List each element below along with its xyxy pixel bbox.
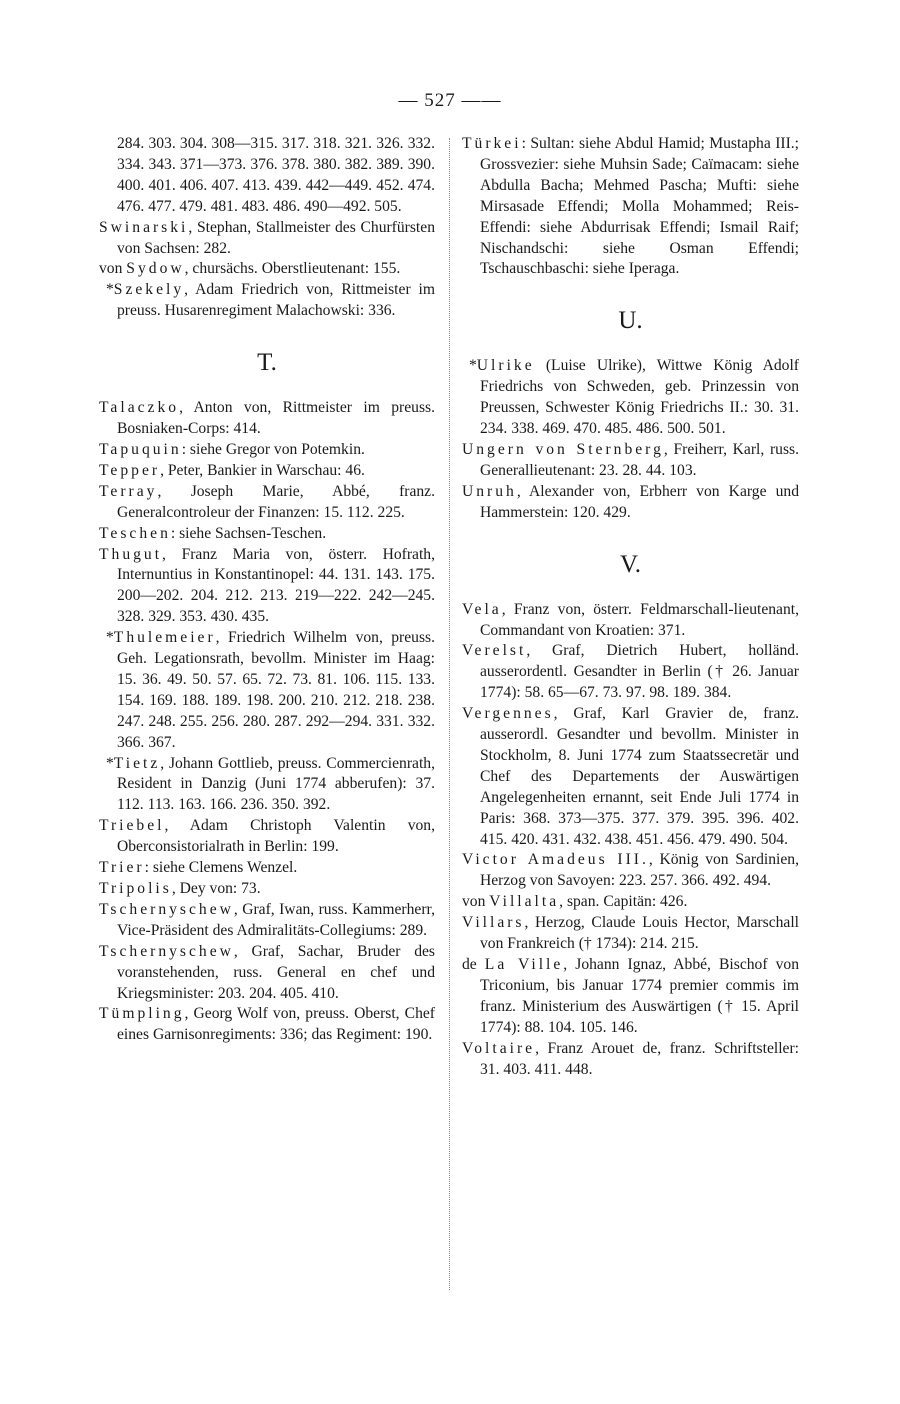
entry-text: , Adam Friedrich von, Rittmeister im preuss. Husarenregiment Malachowski: 336. xyxy=(117,281,435,320)
entry-text: , König von Sardinien, Herzog von Savoyen: 223. 257. 366. 492. 494. xyxy=(480,851,799,890)
index-entry xyxy=(462,913,799,955)
entry-text: : siehe Gregor von Potemkin. xyxy=(181,440,365,458)
entry-prefix: von xyxy=(462,893,490,911)
entry-text: : Sultan: siehe Abdul Hamid; Mustapha III.; Grossvezier: siehe Muhsin Sade; Caïmacam: siehe Abdulla Bacha; Mehmed Pascha; Mufti: siehe Mirsasade Effendi; Molla Mohammed; Reis-Effendi: siehe Abdurrisak Effendi; Ismail Raif; Nischandschi: siehe Osman Effendi; Tschauschbaschi: siehe Iperaga. xyxy=(480,135,799,278)
page-number: — 527 —— xyxy=(398,90,502,111)
entry-headword: Ulrike xyxy=(476,357,535,375)
entry-text: , Dey von: 73. xyxy=(171,880,261,897)
entry-text: , Freiherr, Karl, russ. Generallieutenant: 23. 28. 44. 103. xyxy=(480,440,799,479)
entry-headword: Vela xyxy=(462,600,502,618)
index-entry xyxy=(99,440,435,461)
index-entry xyxy=(99,545,435,629)
entry-headword: Villars xyxy=(462,914,525,932)
entry-headword: La Ville xyxy=(484,956,564,973)
entry-headword: Terray xyxy=(99,482,158,500)
entry-prefix: de xyxy=(462,956,485,973)
entry-headword: Szekely xyxy=(113,281,185,299)
entry-headword: Türkei xyxy=(462,135,522,152)
right-column xyxy=(462,134,799,1080)
index-entry xyxy=(99,879,435,900)
entry-text: , Peter, Bankier in Warschau: 46. xyxy=(160,461,365,479)
index-entry xyxy=(462,850,799,892)
index-entry xyxy=(99,134,435,218)
entry-headword: Unruh xyxy=(462,482,517,500)
entry-headword: Sydow xyxy=(126,260,185,278)
entry-text: , Johann Gottlieb, preuss. Commercienrath, Resident in Danzig (Juni 1774 abberufen): 37. 112. 113. 163. 166. 236. 350. 392. xyxy=(117,754,435,814)
section-heading-u: U. xyxy=(618,307,643,335)
entry-text: , Anton von, Rittmeister im preuss. Bosniaken-Corps: 414. xyxy=(117,399,435,438)
entry-headword: Teschen xyxy=(99,524,171,542)
left-column xyxy=(99,134,435,1046)
entry-headword: Victor Amadeus III. xyxy=(462,851,649,869)
entry-headword: Verelst xyxy=(462,642,527,660)
entry-text: , span. Capitän: 426. xyxy=(559,893,688,911)
entries-v xyxy=(462,600,799,1081)
entry-headword: Tschernyschew xyxy=(99,942,234,960)
entry-headword: Ungern von Sternberg xyxy=(462,440,664,458)
entry-headword: Tietz xyxy=(113,754,161,772)
index-entry xyxy=(99,280,435,322)
entry-headword: Tripolis xyxy=(99,880,172,897)
entry-text: , Alexander von, Erbherr von Karge und Hammerstein: 120. 429. xyxy=(480,482,799,521)
entry-text: , Johann Ignaz, Abbé, Bischof von Triconium, bis Januar 1774 premier commis im franz. Ministerium des Auswärtigen († 15. April 1774): 88. 104. 105. 146. xyxy=(480,956,799,1036)
entry-headword: Voltaire xyxy=(462,1039,536,1057)
index-entry xyxy=(462,892,799,913)
index-entry xyxy=(462,704,799,850)
entry-headword: Triebel xyxy=(99,817,165,835)
index-entry xyxy=(99,754,435,817)
index-entry xyxy=(462,641,799,704)
entry-text: , Stephan, Stallmeister des Churfürsten von Sachsen: 282. xyxy=(117,218,435,257)
entry-headword: Talaczko xyxy=(99,399,180,417)
index-entry xyxy=(462,134,799,280)
index-entry xyxy=(462,600,799,642)
entry-text: , Graf, Iwan, russ. Kammerherr, Vice-Präsident des Admiralitäts-Collegiums: 289. xyxy=(117,900,435,939)
entry-text: , Graf, Karl Gravier de, franz. ausserordl. Gesandter und bevollm. Minister in Stockholm, 8. Juni 1774 zum Staatssecretär und Chef des Departements der Auswärtigen Angelegenheiten ernannt, seit Ende Juli 1774 in Paris: 368. 373—375. 377. 379. 395. 396. 402. 415. 420. 431. 432. 438. 451. 456. 479. 490. 504. xyxy=(480,705,799,848)
entry-headword: Thulemeier xyxy=(113,629,216,647)
entry-text: : siehe Sachsen-Teschen. xyxy=(170,524,327,542)
index-entry xyxy=(462,482,799,524)
entries-before-u xyxy=(462,134,799,280)
entry-headword: Vergennes xyxy=(462,705,554,723)
index-entry xyxy=(462,440,799,482)
column-divider xyxy=(449,138,450,1290)
index-entry xyxy=(462,1039,799,1081)
entry-text: , Graf, Sachar, Bruder des voranstehenden, russ. General en chef und Kriegsminister: 203. 204. 405. 410. xyxy=(117,942,435,1002)
entries-u xyxy=(462,356,799,523)
entry-headword: Tepper xyxy=(99,461,161,479)
entry-text: , Georg Wolf von, preuss. Oberst, Chef eines Garnisonregiments: 336; das Regiment: 190. xyxy=(117,1005,435,1044)
entry-prefix: von xyxy=(99,260,127,278)
index-entry xyxy=(99,816,435,858)
entry-text: , Herzog, Claude Louis Hector, Marschall von Frankreich († 1734): 214. 215. xyxy=(480,914,799,953)
index-entry xyxy=(99,398,435,440)
entry-text: 284. 303. 304. 308—315. 317. 318. 321. 326. 332. 334. 343. 371—373. 376. 378. 380. 382. 389. 390. 400. 401. 406. 407. 413. 439. 442—449. 452. 474. 476. 477. 479. 481. 483. 486. 490—492. 505. xyxy=(117,135,435,215)
entry-text: , Graf, Dietrich Hubert, holländ. ausserordentl. Gesandter in Berlin († 26. Januar 1774): 58. 65—67. 73. 97. 98. 189. 384. xyxy=(480,642,799,702)
entry-asterisk: * xyxy=(106,754,114,772)
index-entry xyxy=(99,628,435,753)
entry-asterisk: * xyxy=(106,281,114,299)
entry-text: , Franz Maria von, österr. Hofrath, Internuntius in Konstantinopel: 44. 131. 143. 175. 200—202. 204. 212. 213. 219—222. 242—245. 328. 329. 353. 430. 435. xyxy=(117,545,435,626)
entry-asterisk: * xyxy=(106,629,114,647)
entries-before-t xyxy=(99,134,435,322)
entry-headword: Thugut xyxy=(99,545,163,563)
entry-text: , Friedrich Wilhelm von, preuss. Geh. Legationsrath, bevollm. Minister im Haag: 15. 36. 49. 50. 57. 65. 72. 73. 81. 106. 115. 133. 154. 169. 188. 189. 198. 200. 210. 212. 218. 238. 247. 248. 255. 256. 280. 287. 292—294. 331. 332. 366. 367. xyxy=(117,629,435,751)
index-entry xyxy=(99,1004,435,1046)
index-entry xyxy=(99,524,435,545)
section-heading-v: V. xyxy=(619,550,642,578)
index-entry xyxy=(99,942,435,1005)
index-entry xyxy=(99,482,435,524)
entry-headword: Tümpling xyxy=(99,1005,185,1023)
entry-text: , Joseph Marie, Abbé, franz. Generalcontroleur der Finanzen: 15. 112. 225. xyxy=(117,482,435,521)
entry-asterisk: * xyxy=(469,357,477,375)
section-heading-t: T. xyxy=(257,349,277,377)
index-entry xyxy=(99,259,435,280)
entry-text: (Luise Ulrike), Wittwe König Adolf Friedrichs von Schweden, geb. Prinzessin von Preussen, Schwester König Friedrichs II.: 30. 31. 234. 338. 469. 470. 485. 486. 500. 501. xyxy=(480,357,799,438)
entry-text: : siehe Clemens Wenzel. xyxy=(144,859,298,877)
entry-headword: Trier xyxy=(99,859,145,877)
index-entry xyxy=(99,461,435,482)
entries-t xyxy=(99,398,435,1046)
entry-headword: Villalta xyxy=(489,893,560,911)
index-entry xyxy=(99,218,435,260)
entry-text: , Franz Arouet de, franz. Schriftsteller: 31. 403. 411. 448. xyxy=(480,1039,799,1078)
entry-text: , chursächs. Oberstlieutenant: 155. xyxy=(184,260,401,278)
index-entry xyxy=(99,858,435,879)
index-entry xyxy=(462,356,799,440)
entry-headword: Swinarski xyxy=(99,218,189,236)
entry-headword: Tschernyschew xyxy=(99,900,234,918)
entry-text: , Franz von, österr. Feldmarschall-lieutenant, Commandant von Kroatien: 371. xyxy=(480,600,799,639)
entry-text: , Adam Christoph Valentin von, Oberconsistorialrath in Berlin: 199. xyxy=(117,817,435,856)
index-entry xyxy=(462,955,799,1039)
index-entry xyxy=(99,900,435,942)
entry-headword: Tapuquin xyxy=(99,440,182,458)
